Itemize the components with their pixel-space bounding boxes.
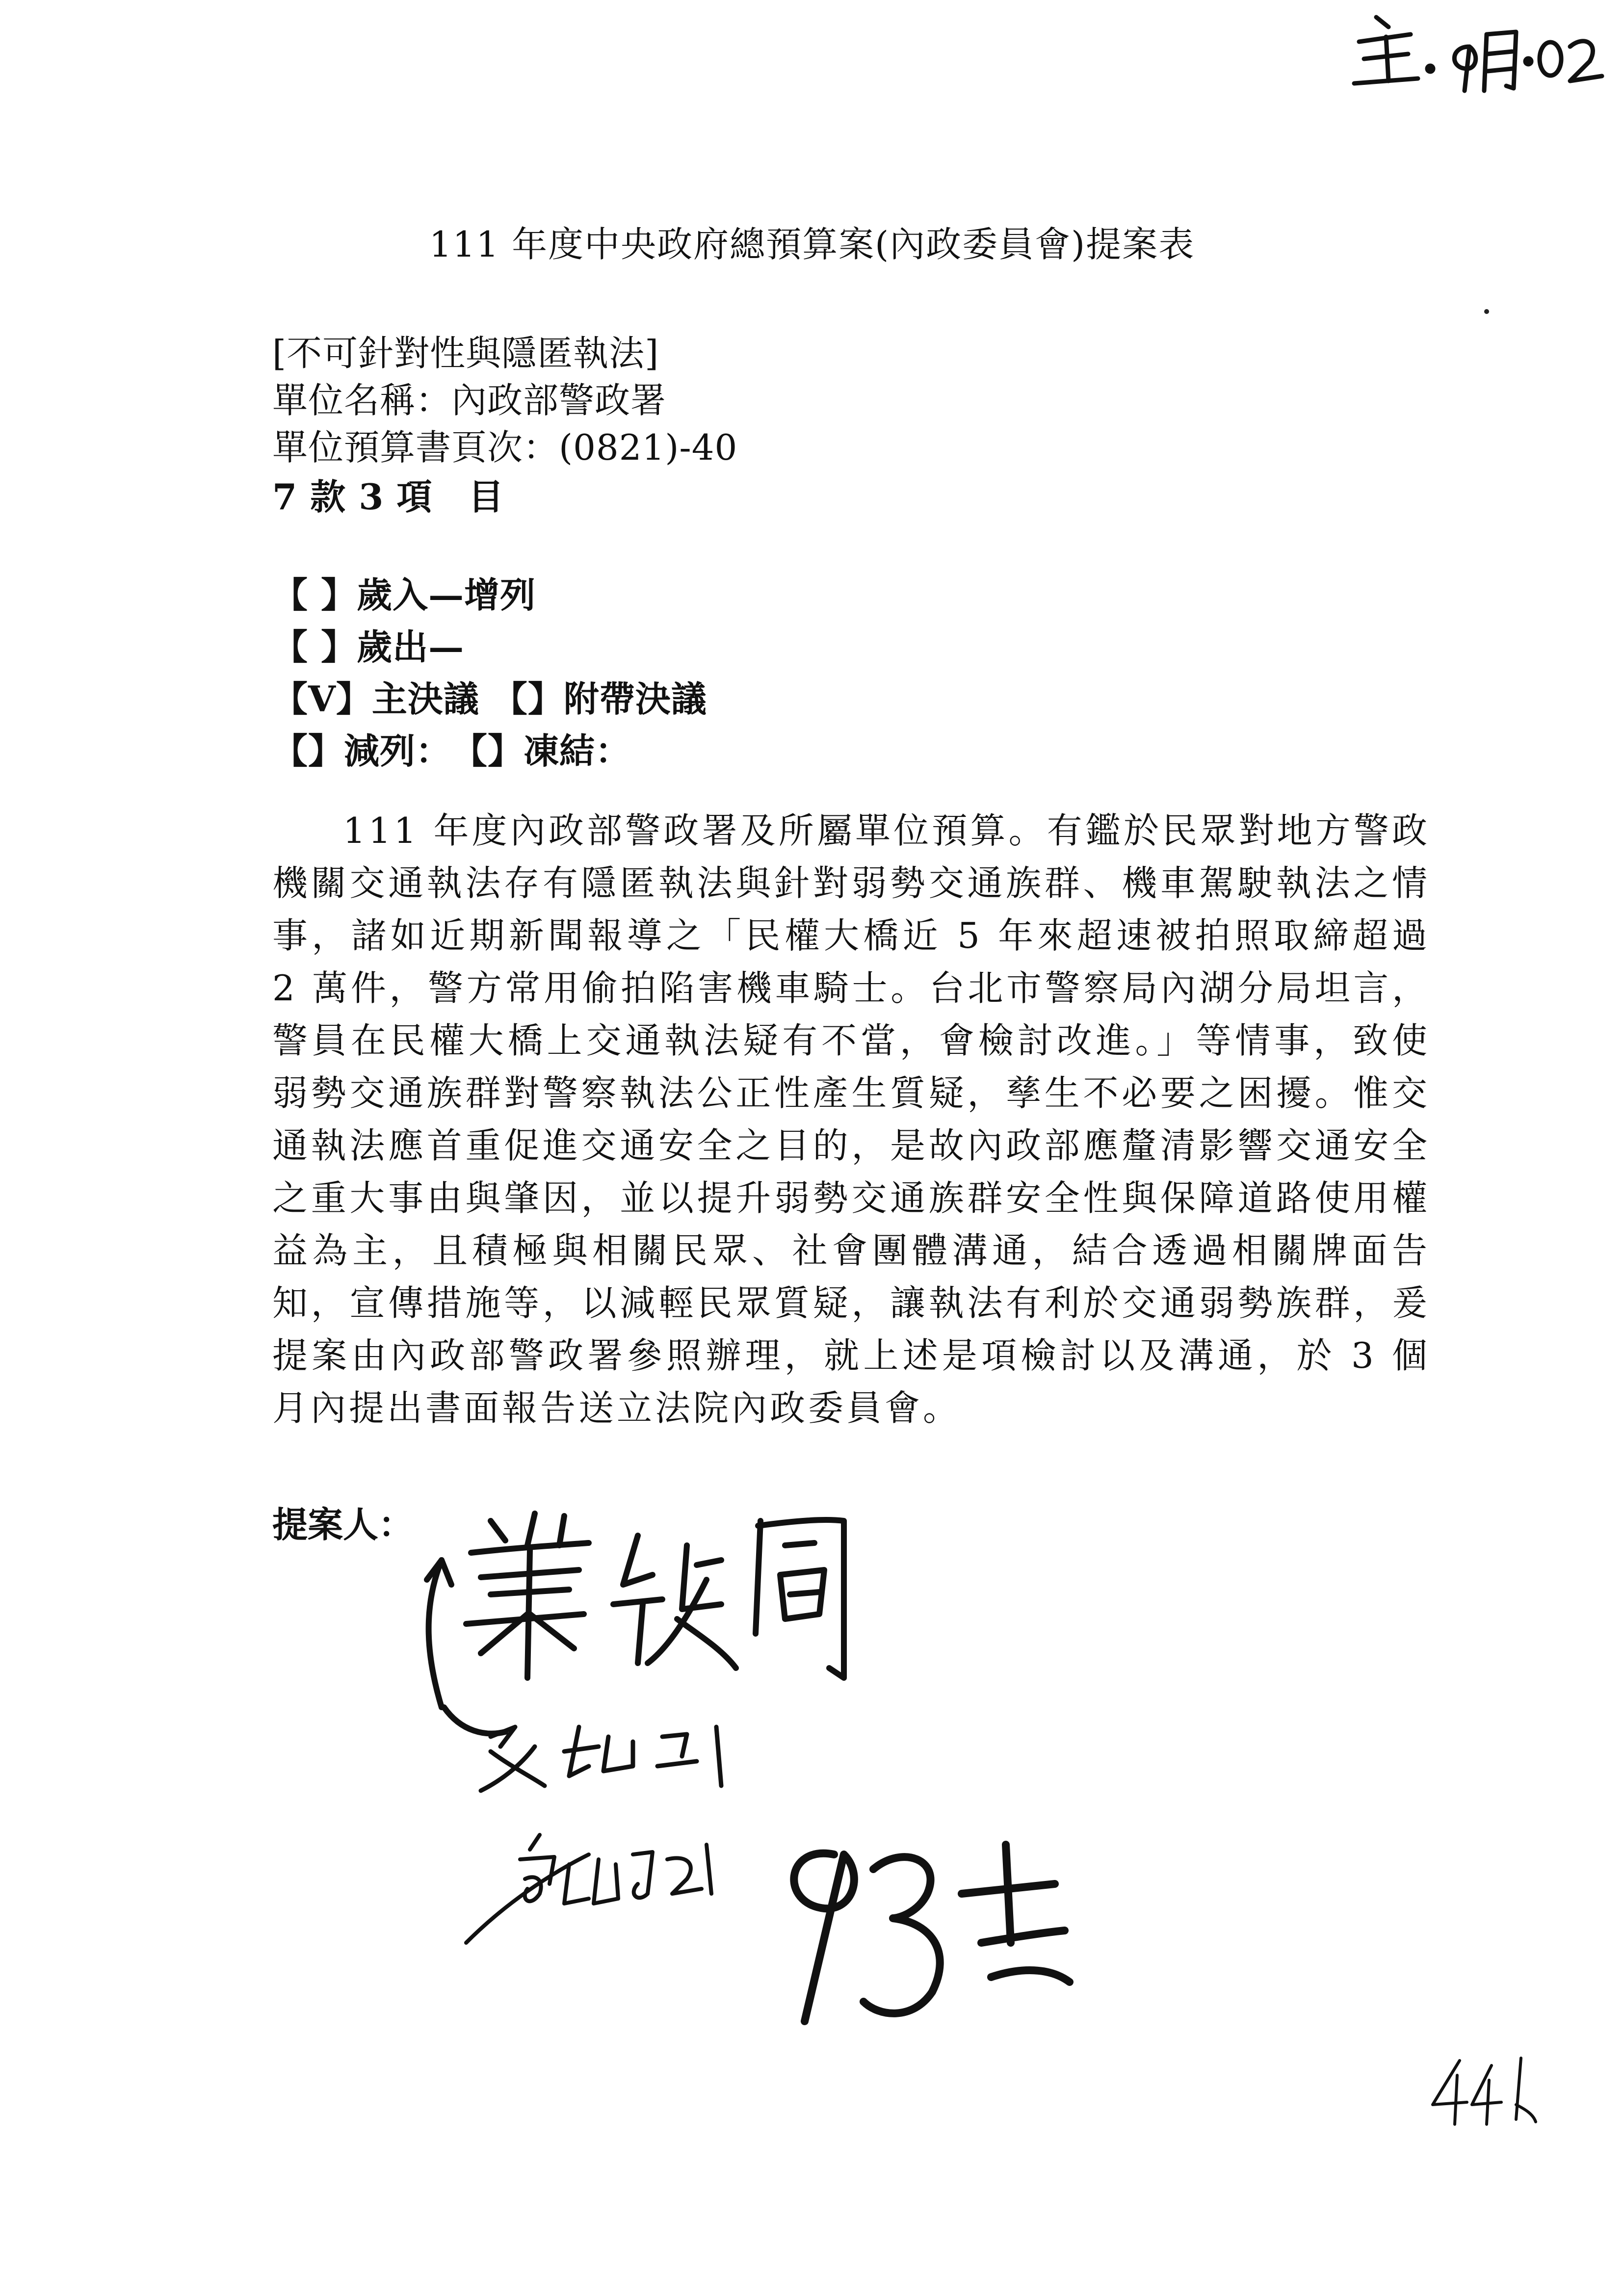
proposal-body: 111 年度內政部警政署及所屬單位預算。有鑑於民眾對地方警政機關交通執法存有隱匿執法與針對弱勢交通族群、機車駕駛執法之情事，諸如近期新聞報導之「民權大橋近 5 年來超速被拍照取締超過 2 萬件，警方常用偷拍陷害機車騎士。台北市警察局內湖分局坦言，警員在民權大橋上交通執法疑有不當，會檢討改進。」等情事，致使弱勢交通族群對警察執法公正性產生質疑，孳生不必要之困擾。惟交通執法應首重促進交通安全之目的，是故內政部應釐清影響交通安全之重大事由與肇因，並以提升弱勢交通族群安全性與保障道路使用權益為主，且積極與相關民眾、社會團體溝通，結合透過相關牌面告知，宣傳措施等，以減輕民眾質疑，讓執法有利於交通弱勢族群，爰提案由內政部警政署參照辦理，就上述是項檢討以及溝通，於 3 個月內提出書面報告送立法院內政委員會。 xyxy=(272,810,1430,1429)
signature-2 xyxy=(481,1727,721,1791)
signature-3 xyxy=(466,1835,711,1943)
topic-line: [不可針對性與隱匿執法] xyxy=(272,333,659,374)
unit-name-line: 單位名稱：內政部警政署 xyxy=(272,380,667,421)
signature-1 xyxy=(427,1513,844,1733)
page-note xyxy=(1433,2058,1536,2124)
checkbox-expenditure: 【 】歲出— xyxy=(272,626,465,668)
page-title: 111 年度中央政府總預算案(內政委員會)提案表 xyxy=(429,224,1195,265)
checkbox-resolutions: 【V】主決議 【】附帶決議 xyxy=(272,678,707,720)
budget-page-line: 單位預算書頁次：(0821)-40 xyxy=(272,427,738,468)
number-note xyxy=(794,1845,1070,2021)
checkbox-revenue-increase: 【 】歲入—增列 xyxy=(272,574,536,616)
checkbox-cut-freeze: 【】減列： 【】凍結： xyxy=(272,730,631,772)
proposer-label: 提案人： xyxy=(272,1504,414,1545)
item-line: 7 款 3 項 目 xyxy=(272,476,504,518)
